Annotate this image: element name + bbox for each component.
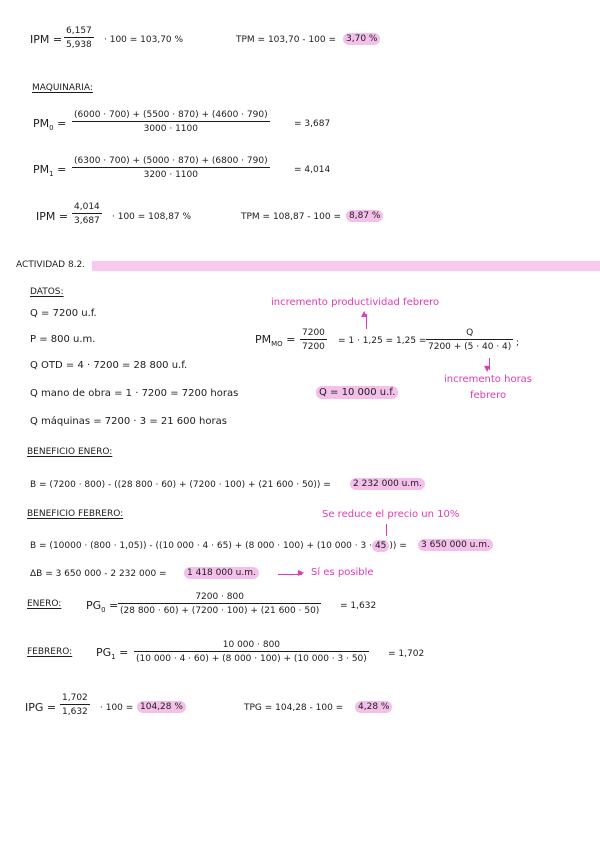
pm1-label: $PM_1$ =: [33, 163, 67, 178]
pmmo-middle: = 1 · 1,25 = 1,25 =: [338, 336, 427, 346]
pm1-result: = 4,014: [294, 165, 331, 175]
note-reduce-precio: Se reduce el precio un 10%: [322, 509, 460, 520]
arrow-head-up-icon: ▲: [361, 309, 368, 318]
datos-qotd: Q OTD = 4 · 7200 = 28 800 u.f.: [30, 360, 188, 371]
pg0-result: = 1,632: [340, 601, 377, 611]
note-si-es-posible: Sí es posible: [311, 567, 374, 578]
ipm-result: · 100 = 103,70 %: [104, 35, 184, 45]
tpg-result: 4,28 %: [355, 701, 392, 713]
activity-title: ACTIVIDAD 8.2.: [16, 260, 86, 270]
note-febrero: febrero: [470, 390, 507, 401]
pg0-denominator: (28 800 · 60) + (7200 · 100) + (21 600 · 50): [120, 606, 320, 616]
ipm-numerator: 6,157: [66, 26, 92, 36]
pmmo-label: $PM_{MO}$ =: [255, 333, 296, 348]
pg1-fraction: [134, 640, 369, 664]
ipm2-denominator: 3,687: [74, 216, 100, 226]
delta-b-result: 1 418 000 u.m.: [184, 567, 259, 579]
arrow-head-down-icon: ▼: [484, 364, 491, 373]
pmmo-denominator: 7200: [302, 342, 325, 352]
beneficio-enero-formula: B = (7200 · 800) - ((28 800 · 60) + (7200 · 100) + (21 600 · 50)) =: [30, 480, 331, 490]
beneficio-enero-title: BENEFICIO ENERO:: [27, 447, 113, 457]
pg0-label: $PG_0$ =: [86, 599, 119, 614]
pg1-denominator: (10 000 · 4 · 60) + (8 000 · 100) + (10 000 · 3 · 50): [136, 654, 367, 664]
ipg-numerator: 1,702: [62, 693, 88, 703]
pm0-result: = 3,687: [294, 119, 331, 129]
ipm2-fraction: [72, 202, 102, 226]
tpm-result: 3,70 %: [343, 33, 380, 45]
pm0-denominator: 3000 · 1100: [143, 124, 198, 134]
section-title-maquinaria: MAQUINARIA:: [32, 83, 93, 93]
ipm-label: IPM =: [30, 33, 63, 46]
note-incremento-productividad: incremento productividad febrero: [271, 297, 440, 308]
tpm2-result: 8,87 %: [346, 210, 383, 222]
pg0-numerator: 7200 · 800: [195, 592, 244, 602]
delta-b-formula: ΔB = 3 650 000 - 2 232 000 =: [30, 569, 167, 579]
pm1-fraction: [72, 156, 270, 180]
ipg-result: 104,28 %: [137, 701, 186, 713]
ipm2-numerator: 4,014: [74, 202, 100, 212]
ipg-fraction: [60, 693, 90, 717]
pmmo-tail: ;: [516, 338, 520, 348]
pg1-numerator: 10 000 · 800: [222, 640, 281, 650]
febrero-label: FEBRERO:: [27, 647, 73, 657]
pm1-denominator: 3200 · 1100: [143, 170, 198, 180]
ipm2-label: IPM =: [36, 210, 69, 223]
ipg-denominator: 1,632: [62, 707, 88, 717]
datos-q: Q = 7200 u.f.: [30, 308, 97, 319]
enero-label: ENERO:: [27, 599, 62, 609]
tpg-formula: TPG = 104,28 - 100 =: [244, 703, 344, 713]
pm0-fraction: [72, 110, 270, 134]
q-result: Q = 10 000 u.f.: [316, 386, 398, 399]
ipm-denominator: 5,938: [66, 40, 92, 50]
pm1-numerator: (6300 · 700) + (5000 · 870) + (6800 · 790): [74, 156, 268, 166]
activity-highlight-band: [92, 261, 600, 271]
ipm-fraction: [64, 26, 94, 50]
pmmo-q-denominator: 7200 + (5 · 40 · 4): [428, 342, 512, 352]
pmmo-fraction: [300, 328, 327, 352]
beneficio-febrero-title: BENEFICIO FEBRERO:: [27, 509, 124, 519]
beneficio-enero-result: 2 232 000 u.m.: [350, 478, 425, 490]
datos-qmaquinas: Q máquinas = 7200 · 3 = 21 600 horas: [30, 416, 227, 427]
pm0-numerator: (6000 · 700) + (5500 · 870) + (4600 · 790): [74, 110, 268, 120]
ipm2-result: · 100 = 108,87 %: [112, 212, 192, 222]
pg0-fraction: [118, 592, 321, 616]
ipg-label: IPG =: [25, 701, 57, 714]
datos-title: DATOS:: [30, 287, 64, 297]
beneficio-febrero-result: 3 650 000 u.m.: [418, 539, 493, 551]
beneficio-febrero-formula: B = (10000 · (800 · 1,05)) - ((10 000 · 4 · 65) + (8 000 · 100) + (10 000 · 3 · 45 )) =: [30, 541, 407, 551]
arrow-down-icon: [386, 524, 387, 536]
datos-p: P = 800 u.m.: [30, 334, 96, 345]
pmmo-numerator: 7200: [302, 328, 325, 338]
pg1-label: $PG_1$ =: [96, 646, 129, 661]
pm0-label: $PM_0$ =: [33, 117, 67, 132]
ipg-rest: · 100 =: [100, 703, 134, 713]
arrow-head-right-icon: ▶: [298, 568, 305, 577]
pmmo-q-fraction: [426, 328, 513, 352]
tpm-formula: TPM = 103,70 - 100 =: [236, 35, 336, 45]
pmmo-q-numerator: Q: [466, 328, 474, 338]
pg1-result: = 1,702: [388, 649, 425, 659]
datos-qmano: Q mano de obra = 1 · 7200 = 7200 horas: [30, 388, 239, 399]
highlight-45: 45: [372, 540, 389, 552]
note-incremento-horas: incremento horas: [444, 374, 533, 385]
tpm2-formula: TPM = 108,87 - 100 =: [241, 212, 341, 222]
